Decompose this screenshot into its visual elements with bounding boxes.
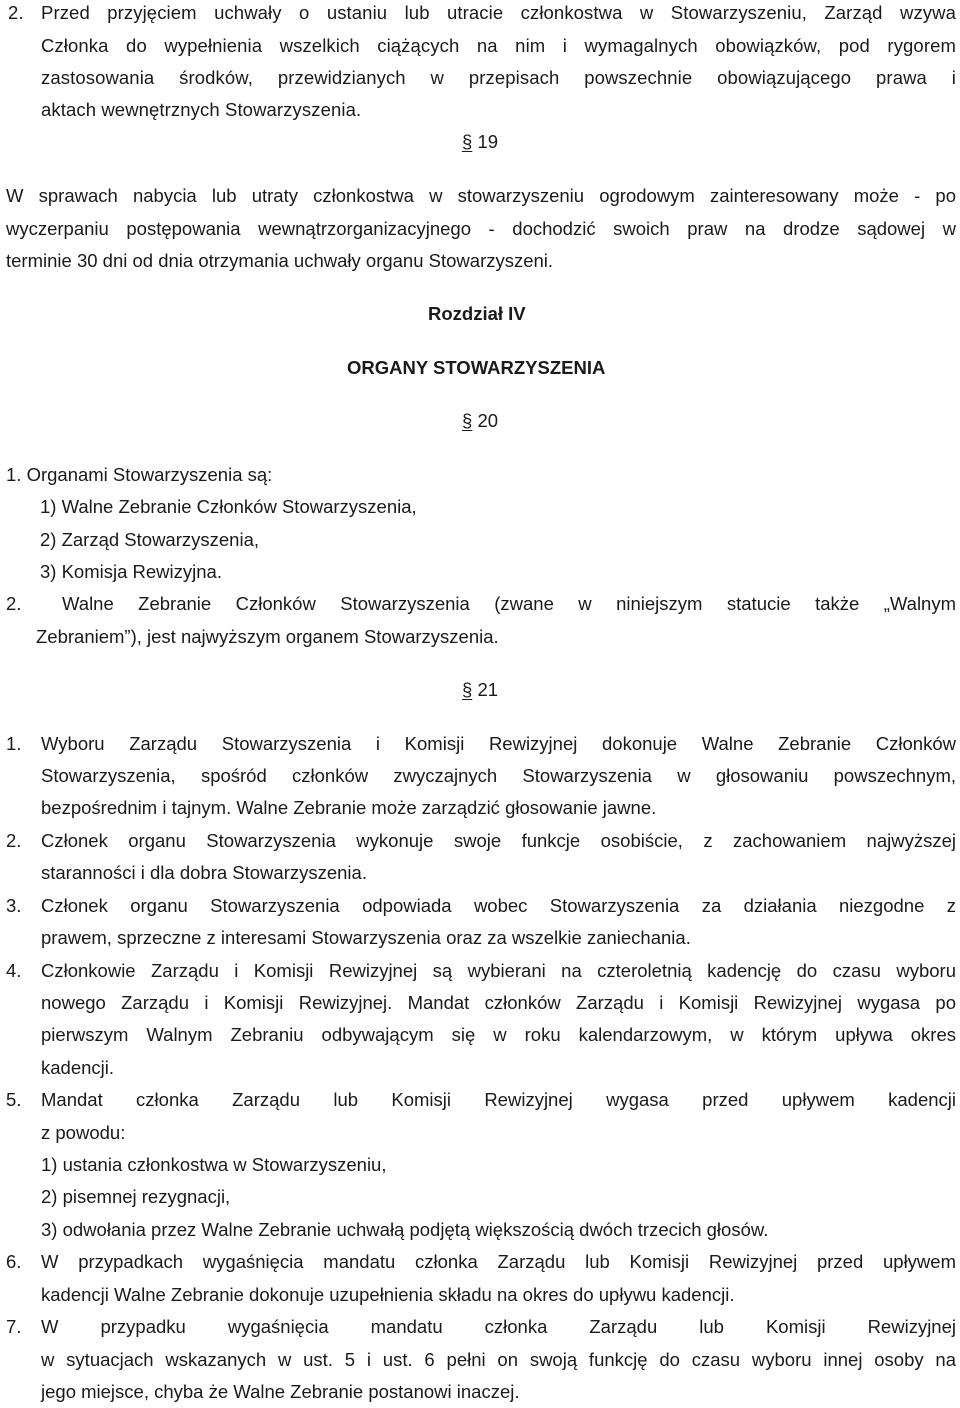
point-number: 2. — [6, 593, 22, 614]
point-line: kadencji. — [41, 1057, 115, 1078]
list-item: 3) Komisja Rewizyjna. — [40, 561, 222, 582]
point-line: z powodu: — [41, 1122, 126, 1143]
point-number: 2. — [6, 830, 22, 851]
section-20-point-1: 1. Organami Stowarzyszenia są: — [6, 464, 273, 485]
point-line: Stowarzyszenia, spośród członków zwyczajnych Stowarzyszenia w głosowaniu powszechnym, — [41, 765, 956, 786]
section-21-heading — [462, 679, 498, 701]
list-item: 2) pisemnej rezygnacji, — [41, 1186, 231, 1207]
point-line: pierwszym Walnym Zebraniu odbywającym się w roku kalendarzowym, w którym upływa okres — [41, 1024, 956, 1045]
point-line: Członkowie Zarządu i Komisji Rewizyjnej są wybierani na czteroletnią kadencję do czasu wyboru — [41, 960, 956, 981]
point-line: Wyboru Zarządu Stowarzyszenia i Komisji Rewizyjnej dokonuje Walne Zebranie Członków — [41, 733, 956, 754]
point-line: Mandat członka Zarządu lub Komisji Rewizyjnej wygasa przed upływem kadencji — [41, 1089, 956, 1110]
point-number: 7. — [6, 1316, 22, 1337]
point-line: staranności i dla dobra Stowarzyszenia. — [41, 862, 367, 883]
intro-line: zastosowania środków, przewidzianych w przepisach powszechnie obowiązującego prawa i — [41, 67, 956, 88]
section-20-point-2-line: Zebraniem”), jest najwyższym organem Stowarzyszenia. — [36, 626, 499, 647]
point-line: jego miejsce, chyba że Walne Zebranie postanowi inaczej. — [41, 1381, 520, 1402]
chapter-subtitle: ORGANY STOWARZYSZENIA — [347, 357, 606, 378]
section-number: 21 — [477, 679, 499, 700]
paragraph-sign: § — [462, 131, 473, 152]
paragraph-sign: § — [462, 679, 473, 700]
intro-line: Członka do wypełnienia wszelkich ciążących na nim i wymagalnych obowiązków, pod rygorem — [41, 35, 956, 56]
point-line: bezpośrednim i tajnym. Walne Zebranie może zarządzić głosowanie jawne. — [41, 797, 657, 818]
point-number: 4. — [6, 960, 22, 981]
section-19-line: terminie 30 dni od dnia otrzymania uchwały organu Stowarzyszeni. — [6, 250, 554, 271]
point-line: Członek organu Stowarzyszenia odpowiada wobec Stowarzyszenia za działania niezgodne z — [41, 895, 956, 916]
section-number: 20 — [477, 410, 499, 431]
list-item: 1) ustania członkostwa w Stowarzyszeniu, — [41, 1154, 387, 1175]
list-item: 3) odwołania przez Walne Zebranie uchwałą podjętą większością dwóch trzecich głosów. — [41, 1219, 769, 1240]
section-19-line: W sprawach nabycia lub utraty członkostwa w stowarzyszeniu ogrodowym zainteresowany może - po — [6, 185, 956, 206]
intro-line: aktach wewnętrznych Stowarzyszenia. — [41, 99, 362, 120]
point-line: w sytuacjach wskazanych w ust. 5 i ust. 6 pełni on swoją funkcję do czasu wyboru innej osoby na — [41, 1349, 956, 1370]
point-line: W przypadku wygaśnięcia mandatu członka Zarządu lub Komisji Rewizyjnej — [41, 1316, 956, 1337]
section-number: 19 — [477, 131, 499, 152]
list-item: 1) Walne Zebranie Członków Stowarzyszenia, — [40, 496, 417, 517]
chapter-title: Rozdział IV — [428, 303, 526, 324]
point-number: 1. — [6, 733, 22, 754]
point-number: 5. — [6, 1089, 22, 1110]
point-line: Członek organu Stowarzyszenia wykonuje swoje funkcje osobiście, z zachowaniem najwyższej — [41, 830, 956, 851]
list-item: 2) Zarząd Stowarzyszenia, — [40, 529, 260, 550]
section-19-line: wyczerpaniu postępowania wewnątrzorganizacyjnego - dochodzić swoich praw na drodze sądowej w — [6, 218, 956, 239]
point-line: W przypadkach wygaśnięcia mandatu członka Zarządu lub Komisji Rewizyjnej przed upływem — [41, 1251, 956, 1272]
intro-line: Przed przyjęciem uchwały o ustaniu lub utracie członkostwa w Stowarzyszeniu, Zarząd wzywa — [41, 2, 956, 23]
point-line: nowego Zarządu i Komisji Rewizyjnej. Mandat członków Zarządu i Komisji Rewizyjnej wygasa po — [41, 992, 956, 1013]
point-line: kadencji Walne Zebranie dokonuje uzupełnienia składu na okres do upływu kadencji. — [41, 1284, 735, 1305]
point-line: prawem, sprzeczne z interesami Stowarzyszenia oraz za wszelkie zaniechania. — [41, 927, 691, 948]
point-number: 6. — [6, 1251, 22, 1272]
point-number: 3. — [6, 895, 22, 916]
section-19-heading — [462, 131, 498, 153]
section-20-heading — [462, 410, 498, 432]
intro-number: 2. — [8, 2, 24, 23]
paragraph-sign: § — [462, 410, 473, 431]
section-20-point-2-line: Walne Zebranie Członków Stowarzyszenia (zwane w niniejszym statucie także „Walnym — [62, 593, 956, 614]
